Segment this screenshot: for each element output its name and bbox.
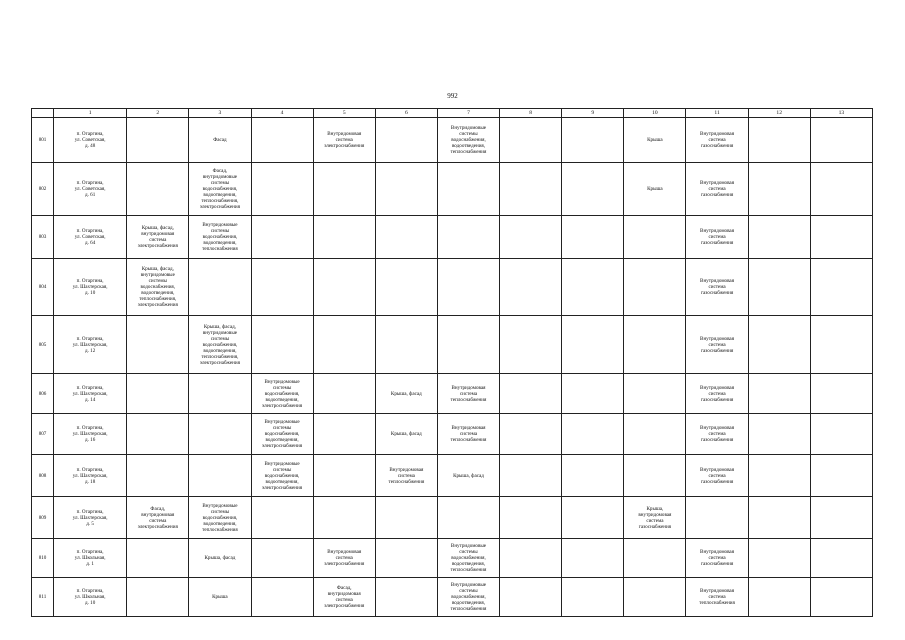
work-type-cell — [437, 259, 499, 316]
work-type-cell — [500, 316, 562, 374]
work-type-cell — [686, 163, 748, 216]
cell-text: Внутридомовая система теплоснабжения — [450, 425, 487, 443]
cell-text: 804 — [38, 284, 47, 290]
row-number-cell — [32, 497, 54, 539]
row-number-cell — [32, 578, 54, 617]
work-type-cell — [748, 578, 810, 617]
work-type-cell — [313, 455, 375, 497]
row-number-cell — [32, 455, 54, 497]
work-type-cell — [127, 374, 189, 414]
row-number-cell — [32, 316, 54, 374]
work-type-cell — [624, 414, 686, 455]
cell-text: Крыша — [647, 186, 663, 192]
work-type-cell — [810, 374, 872, 414]
table-row — [32, 414, 873, 455]
work-type-cell — [624, 316, 686, 374]
row-number-cell — [32, 216, 54, 259]
work-type-cell — [437, 497, 499, 539]
address-cell — [54, 578, 127, 617]
cell-text: Внутридомовые системы водоснабжения, водоотведения, электроснабжения — [262, 419, 303, 449]
work-type-cell — [686, 316, 748, 374]
work-type-cell — [189, 118, 251, 163]
work-type-cell — [189, 578, 251, 617]
cell-text: Крыша, фасад — [390, 390, 422, 397]
work-type-cell — [127, 497, 189, 539]
work-type-cell — [313, 497, 375, 539]
work-type-cell — [313, 259, 375, 316]
work-type-cell — [562, 578, 624, 617]
work-type-cell — [375, 316, 437, 374]
work-type-cell — [500, 539, 562, 578]
work-type-cell — [437, 163, 499, 216]
table-row — [32, 374, 873, 414]
cell-text: Внутридомовая система газоснабжения — [700, 180, 735, 198]
row-number-cell — [32, 259, 54, 316]
cell-text: Фасад, внутридомовая система электроснабжения — [137, 505, 178, 530]
work-type-cell — [748, 497, 810, 539]
work-type-cell — [251, 539, 313, 578]
address-cell — [54, 259, 127, 316]
cell-text: Внутридомовая система электроснабжения — [324, 131, 365, 149]
cell-text: Внутридомовая система газоснабжения — [700, 425, 735, 443]
work-type-cell — [810, 259, 872, 316]
work-type-cell — [686, 259, 748, 316]
address-cell — [54, 118, 127, 163]
work-type-cell — [251, 316, 313, 374]
table-row — [32, 259, 873, 316]
work-type-cell — [500, 414, 562, 455]
row-number-cell — [32, 374, 54, 414]
work-type-cell — [624, 163, 686, 216]
cell-text: Внутридомовая система газоснабжения — [700, 466, 735, 485]
cell-text: Фасад, внутридомовая система электроснабжения — [324, 585, 365, 609]
work-type-cell — [500, 578, 562, 617]
header-cell: 3 — [189, 109, 251, 118]
work-type-cell — [437, 455, 499, 497]
cell-text: Фасад — [213, 137, 227, 143]
work-type-cell — [251, 118, 313, 163]
address-cell — [54, 216, 127, 259]
address-cell — [54, 539, 127, 578]
cell-text: Внутридомовые системы водоснабжения, водоотведения, теплоснабжения — [450, 543, 487, 573]
work-type-cell — [127, 118, 189, 163]
address-cell — [54, 455, 127, 497]
work-type-cell — [562, 374, 624, 414]
work-type-cell — [810, 316, 872, 374]
work-type-cell — [748, 259, 810, 316]
work-type-cell — [810, 216, 872, 259]
table-body — [32, 109, 873, 617]
work-type-cell — [562, 455, 624, 497]
work-type-cell — [313, 374, 375, 414]
cell-text: 810 — [38, 555, 47, 561]
work-type-cell — [189, 414, 251, 455]
work-type-cell — [127, 414, 189, 455]
cell-text: п. Огаргина, ул. Советская, д. 48 — [74, 131, 106, 149]
work-type-cell — [437, 216, 499, 259]
work-type-cell — [189, 374, 251, 414]
table-row — [32, 163, 873, 216]
work-type-cell — [500, 455, 562, 497]
address-cell — [54, 497, 127, 539]
header-cell: 12 — [748, 109, 810, 118]
work-type-cell — [375, 118, 437, 163]
table-row — [32, 539, 873, 578]
cell-text: Внутридомовые системы водоснабжения, водоотведения, теплоснабжения — [450, 125, 487, 155]
work-type-cell — [562, 259, 624, 316]
cell-text: 802 — [38, 186, 47, 192]
work-type-cell — [127, 539, 189, 578]
work-type-cell — [375, 163, 437, 216]
work-type-cell — [375, 374, 437, 414]
work-type-cell — [189, 497, 251, 539]
work-type-cell — [127, 578, 189, 617]
cell-text: Крыша, внутридомовая система газоснабжения — [638, 505, 672, 530]
cell-text: 808 — [38, 472, 47, 479]
work-type-cell — [313, 163, 375, 216]
work-type-cell — [437, 578, 499, 617]
cell-text: п. Огаргина, ул. Шахтерская, д. 14 — [72, 384, 108, 403]
header-cell: 8 — [500, 109, 562, 118]
work-type-cell — [251, 578, 313, 617]
work-type-cell — [686, 374, 748, 414]
work-type-cell — [189, 316, 251, 374]
work-type-cell — [624, 455, 686, 497]
work-type-cell — [624, 374, 686, 414]
work-type-cell — [686, 578, 748, 617]
work-type-cell — [375, 455, 437, 497]
cell-text: Внутридомовая система газоснабжения — [700, 228, 735, 246]
work-type-cell — [313, 578, 375, 617]
cell-text: 801 — [38, 137, 47, 143]
cell-text: п. Огаргина, ул. Школьная, д. 1 — [74, 549, 106, 567]
header-cell: 7 — [437, 109, 499, 118]
work-type-cell — [500, 374, 562, 414]
work-type-cell — [189, 539, 251, 578]
cell-text: Внутридомовая система газоснабжения — [700, 335, 735, 354]
work-type-cell — [375, 539, 437, 578]
page-number: 992 — [447, 92, 458, 100]
work-type-cell — [437, 374, 499, 414]
header-cell: 11 — [686, 109, 748, 118]
cell-text: п. Огаргина, ул. Шахтерская, д. 12 — [72, 335, 108, 354]
work-type-cell — [313, 216, 375, 259]
work-type-cell — [624, 216, 686, 259]
work-type-cell — [562, 539, 624, 578]
header-cell: 10 — [624, 109, 686, 118]
work-type-cell — [748, 374, 810, 414]
cell-text: Внутридомовая система теплоснабжения — [450, 384, 487, 403]
cell-text: Крыша, фасад, внутридомовые системы водоснабжения, водоотведения, теплоснабжения, электроснабжения — [199, 323, 240, 366]
address-cell — [54, 163, 127, 216]
work-type-cell — [127, 216, 189, 259]
table-row — [32, 316, 873, 374]
column-number-row — [32, 109, 873, 118]
table-row — [32, 497, 873, 539]
work-type-cell — [127, 163, 189, 216]
header-cell: 5 — [313, 109, 375, 118]
work-type-cell — [562, 216, 624, 259]
cell-text: Крыша, фасад, внутридомовая система электроснабжения — [137, 225, 178, 249]
work-type-cell — [748, 216, 810, 259]
work-type-cell — [562, 316, 624, 374]
work-type-cell — [313, 118, 375, 163]
table-row — [32, 118, 873, 163]
work-type-cell — [189, 163, 251, 216]
work-type-cell — [748, 414, 810, 455]
table-row — [32, 216, 873, 259]
work-type-cell — [127, 316, 189, 374]
address-cell — [54, 374, 127, 414]
header-cell: 4 — [251, 109, 313, 118]
row-number-cell — [32, 163, 54, 216]
work-type-cell — [624, 539, 686, 578]
cell-text: п. Огаргина, ул. Школьная, д. 10 — [74, 588, 106, 606]
header-cell: 9 — [562, 109, 624, 118]
cell-text: Внутридомовая система газоснабжения — [700, 131, 735, 149]
address-cell — [54, 414, 127, 455]
cell-text: п. Огаргина, ул. Шахтерская, д. 10 — [72, 278, 108, 296]
work-type-cell — [748, 455, 810, 497]
cell-text: Внутридомовая система теплоснабжения — [388, 466, 425, 485]
cell-text: Внутридомовые системы водоснабжения, водоотведения, электроснабжения — [262, 460, 303, 491]
work-type-cell — [251, 414, 313, 455]
work-type-cell — [251, 497, 313, 539]
row-number-cell — [32, 539, 54, 578]
work-type-cell — [375, 578, 437, 617]
work-type-cell — [748, 118, 810, 163]
work-type-cell — [686, 497, 748, 539]
work-type-cell — [127, 259, 189, 316]
cell-text: 803 — [38, 234, 47, 240]
work-type-cell — [686, 216, 748, 259]
cell-text: Внутридомовая система теплоснабжения — [699, 588, 735, 606]
work-type-cell — [810, 414, 872, 455]
work-type-cell — [251, 163, 313, 216]
cell-text: Крыша, фасад — [390, 431, 422, 437]
cell-text: 809 — [38, 514, 47, 521]
work-type-cell — [686, 118, 748, 163]
work-type-cell — [500, 163, 562, 216]
cell-text: 807 — [38, 431, 47, 437]
work-type-cell — [562, 118, 624, 163]
cell-text: Внутридомовая система газоснабжения — [700, 549, 735, 567]
work-type-cell — [562, 163, 624, 216]
work-type-cell — [189, 216, 251, 259]
cell-text: п. Огаргина, ул. Шахтерская, д. 5 — [72, 508, 108, 527]
work-type-cell — [686, 455, 748, 497]
header-cell: 2 — [127, 109, 189, 118]
work-type-cell — [500, 216, 562, 259]
cell-text: Внутридомовые системы водоснабжения, водоотведения, теплоснабжения — [202, 222, 238, 252]
cell-text: Внутридомовые системы водоснабжения, водоотведения, теплоснабжения — [202, 502, 238, 533]
cell-text: п. Огаргина, ул. Шахтерская, д. 18 — [72, 466, 108, 485]
cell-text: Крыша, фасад — [453, 472, 484, 479]
cell-text: Крыша, фасад — [204, 555, 236, 561]
work-type-cell — [624, 578, 686, 617]
work-type-cell — [313, 316, 375, 374]
work-type-cell — [810, 118, 872, 163]
work-type-cell — [748, 539, 810, 578]
cell-text: Внутридомовая система газоснабжения — [700, 384, 735, 403]
work-type-cell — [810, 455, 872, 497]
header-cell: 6 — [375, 109, 437, 118]
header-cell: 1 — [54, 109, 127, 118]
header-cell-blank — [32, 109, 54, 118]
cell-text: Внутридомовая система электроснабжения — [324, 549, 365, 567]
cell-text: 811 — [38, 594, 47, 600]
work-type-cell — [500, 259, 562, 316]
work-type-cell — [313, 414, 375, 455]
work-type-cell — [251, 216, 313, 259]
cell-text: Крыша — [647, 137, 663, 143]
work-type-cell — [189, 455, 251, 497]
header-cell: 13 — [810, 109, 872, 118]
work-type-cell — [375, 216, 437, 259]
work-type-cell — [251, 259, 313, 316]
work-type-cell — [810, 163, 872, 216]
work-type-cell — [375, 497, 437, 539]
cell-text: п. Огаргина, ул. Советская, д. 64 — [74, 228, 106, 246]
cell-text: Фасад, внутридомовые системы водоснабжения, водоотведения, теплоснабжения, электроснабжения — [199, 168, 240, 210]
work-type-cell — [500, 118, 562, 163]
work-type-cell — [375, 259, 437, 316]
cell-text: Внутридомовые системы водоснабжения, водоотведения, электроснабжения — [262, 378, 303, 409]
work-type-cell — [500, 497, 562, 539]
work-type-cell — [624, 497, 686, 539]
row-number-cell — [32, 118, 54, 163]
work-type-cell — [562, 497, 624, 539]
work-type-cell — [748, 316, 810, 374]
row-number-cell — [32, 414, 54, 455]
cell-text: Крыша, фасад, внутридомовые системы водоснабжения, водоотведения, теплоснабжения, электроснабжения — [137, 266, 178, 308]
cell-text: п. Огаргина, ул. Шахтерская, д. 16 — [72, 425, 108, 443]
work-type-cell — [251, 455, 313, 497]
cell-text: п. Огаргина, ул. Советская, д. 61 — [74, 180, 106, 198]
work-type-cell — [810, 539, 872, 578]
work-type-cell — [810, 497, 872, 539]
work-type-cell — [810, 578, 872, 617]
table-row — [32, 578, 873, 617]
cell-text: Крыша — [212, 594, 228, 600]
cell-text: 806 — [38, 390, 47, 397]
work-type-cell — [686, 539, 748, 578]
work-type-cell — [437, 118, 499, 163]
work-type-cell — [562, 414, 624, 455]
work-type-cell — [251, 374, 313, 414]
table-row — [32, 455, 873, 497]
repair-schedule-table — [31, 108, 873, 617]
address-cell — [54, 316, 127, 374]
work-type-cell — [189, 259, 251, 316]
work-type-cell — [748, 163, 810, 216]
work-type-cell — [437, 414, 499, 455]
cell-text: Внутридомовые системы водоснабжения, водоотведения, теплоснабжения — [450, 582, 487, 612]
work-type-cell — [437, 539, 499, 578]
cell-text: 805 — [38, 341, 47, 348]
work-type-cell — [375, 414, 437, 455]
cell-text: Внутридомовая система газоснабжения — [700, 278, 735, 296]
work-type-cell — [686, 414, 748, 455]
work-type-cell — [127, 455, 189, 497]
work-type-cell — [437, 316, 499, 374]
work-type-cell — [624, 118, 686, 163]
work-type-cell — [624, 259, 686, 316]
work-type-cell — [313, 539, 375, 578]
